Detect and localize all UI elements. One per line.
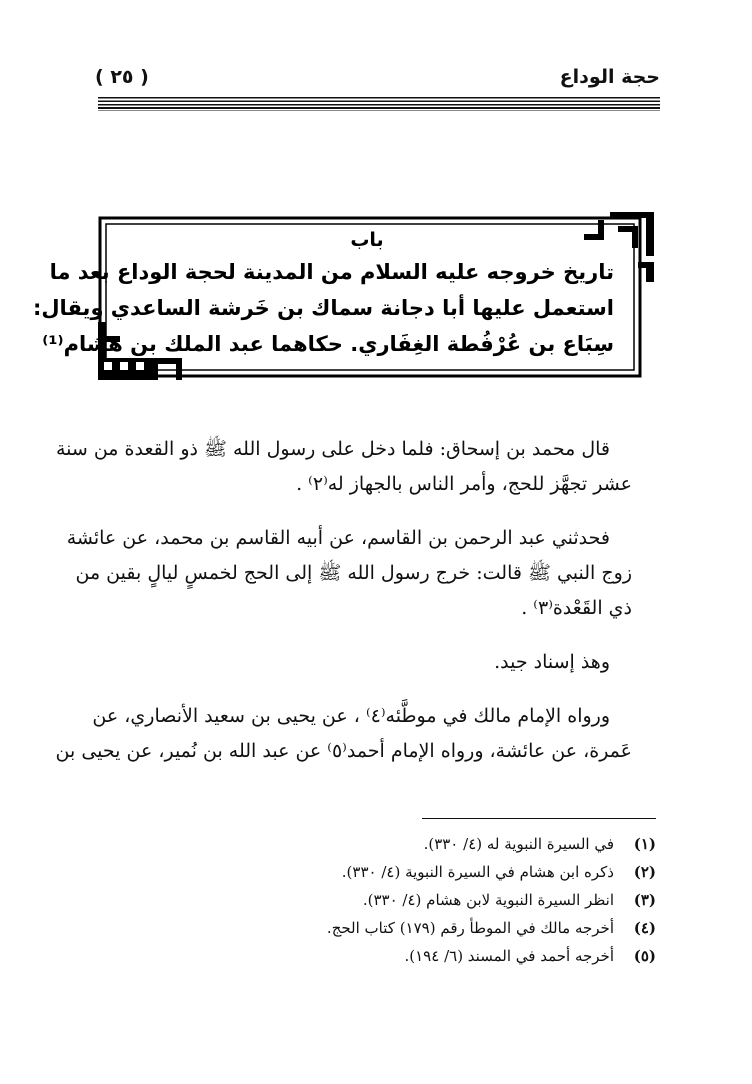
footnote xyxy=(96,858,656,886)
main-text xyxy=(55,432,654,788)
page-number: ( ٢٥ ) xyxy=(95,66,149,88)
paragraph xyxy=(55,432,654,502)
footnote xyxy=(96,886,656,914)
footnote-text: ذكره ابن هشام في السيرة النبوية (٤/ ٣٣٠). xyxy=(341,863,614,881)
paragraph xyxy=(55,699,654,769)
text-line: ورواه الإمام مالك في موطَّئه⁽٤⁾ ، عن يحيى بن سعيد الأنصاري، عن xyxy=(92,705,610,727)
footnote-number: (٣) xyxy=(633,891,656,909)
text-line: عشر تجهَّز للحج، وأمر الناس بالجهاز له⁽٢⁾ . xyxy=(296,473,632,495)
text-line: وهذ إسناد جيد. xyxy=(494,651,610,673)
footnote xyxy=(96,942,656,970)
text-line: ذي القَعْدة⁽٣⁾ . xyxy=(521,597,632,619)
footnote-text: في السيرة النبوية له (٤/ ٣٣٠). xyxy=(423,835,614,853)
chapter-title-line: استعمل عليها أبا دجانة سماك بن خَرشة الساعدي ويقال: xyxy=(32,296,614,320)
text-line: قال محمد بن إسحاق: فلما دخل على رسول الله ﷺ ذو القعدة من سنة xyxy=(55,438,610,460)
paragraph xyxy=(100,645,654,680)
footnote-number: (٥) xyxy=(633,947,656,965)
chapter-title-line: سِبَاع بن عُرْفُطة الغِفَاري. حكاهما عبد الملك بن هشام⁽¹⁾ xyxy=(42,332,614,356)
footnote-number: (١) xyxy=(633,835,656,853)
footnote xyxy=(96,914,656,942)
footnote-text: انظر السيرة النبوية لابن هشام (٤/ ٣٣٠). xyxy=(362,891,614,909)
footnote-number: (٢) xyxy=(633,863,656,881)
text-line: عَمرة، عن عائشة، ورواه الإمام أحمد⁽٥⁾ عن عبد الله بن نُمير، عن يحيى بن xyxy=(55,740,632,762)
footnote-number: (٤) xyxy=(633,919,656,937)
footnote-separator xyxy=(422,818,656,819)
chapter-title-line: تاريخ خروجه عليه السلام من المدينة لحجة الوداع بعد ما xyxy=(49,260,614,284)
footnotes xyxy=(96,830,656,970)
text-line: زوج النبي ﷺ قالت: خرج رسول الله ﷺ إلى الحج لخمسٍ ليالٍ بقين من xyxy=(75,562,632,584)
footnote xyxy=(96,830,656,858)
chapter-heading-frame xyxy=(32,212,654,380)
running-header xyxy=(95,66,660,96)
text-line: فحدثني عبد الرحمن بن القاسم، عن أبيه القاسم بن محمد، عن عائشة xyxy=(66,527,610,549)
book-title: حجة الوداع xyxy=(559,66,660,88)
paragraph xyxy=(66,521,654,626)
chapter-label: باب xyxy=(350,229,384,251)
footnote-text: أخرجه مالك في الموطأ رقم (١٧٩) كتاب الحج. xyxy=(326,919,614,937)
footnote-text: أخرجه أحمد في المسند (٦/ ١٩٤). xyxy=(404,947,614,965)
header-rule xyxy=(98,97,660,111)
